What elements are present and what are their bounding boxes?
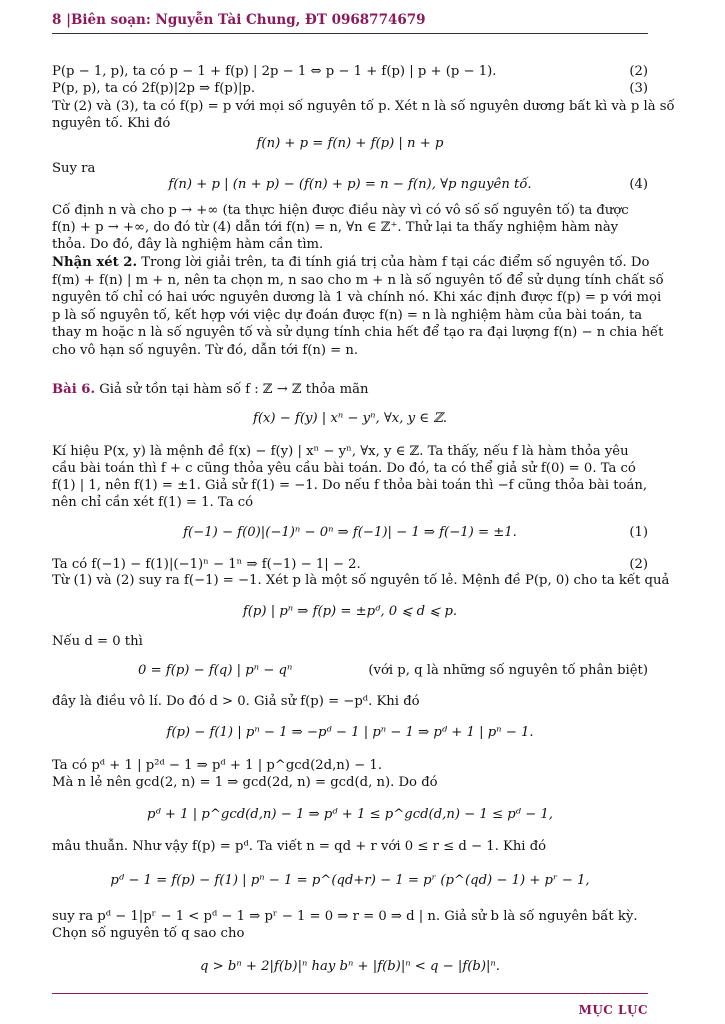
equation-tag: (2) <box>629 557 648 572</box>
text-line: Suy ra <box>52 161 96 176</box>
header-rule <box>52 33 648 34</box>
text-line: nên chỉ cần xét f(1) = 1. Ta có <box>52 495 254 510</box>
text-line: nguyên tố. Khi đó <box>52 116 171 131</box>
text-line: thay m hoặc n là số nguyên tố và sử dụng tính chia hết để tạo ra đại lượng f(n) − n chia hết <box>52 325 664 340</box>
text-line: P(p − 1, p), ta có p − 1 + f(p) | 2p − 1 ⇔ p − 1 + f(p) | p + (p − 1). <box>52 64 497 79</box>
equation-display: pᵈ − 1 = f(p) − f(1) | pⁿ − 1 = p^(qd+r) − 1 = pʳ (p^(qd) − 1) + pʳ − 1, <box>110 873 590 888</box>
text-line: P(p, p), ta có 2f(p)|2p ⇒ f(p)|p. <box>52 81 256 96</box>
text-line: Cố định n và cho p → +∞ (ta thực hiện được điều này vì có vô số số nguyên tố) ta được <box>52 203 629 218</box>
equation-display: f(n) + p = f(n) + f(p) | n + p <box>256 136 444 151</box>
equation-tag: (4) <box>629 177 648 192</box>
text-line: Mà n lẻ nên gcd(2, n) = 1 ⇒ gcd(2d, n) = gcd(d, n). Do đó <box>52 775 438 790</box>
equation-display: f(−1) − f(0)|(−1)ⁿ − 0ⁿ ⇒ f(−1)| − 1 ⇒ f(−1) = ±1. <box>183 525 517 540</box>
text-line: Nếu d = 0 thì <box>52 634 143 649</box>
text-line: nguyên tố chỉ có hai ước nguyên dương là 1 và chính nó. Khi xác định được f(p) = p với mọi <box>52 290 662 305</box>
text-line: suy ra pᵈ − 1|pʳ − 1 < pᵈ − 1 ⇒ pʳ − 1 = 0 ⇒ r = 0 ⇒ d | n. Giả sử b là số nguyên bất kỳ. <box>52 909 638 924</box>
remark-line <box>52 254 648 271</box>
equation-tag: (1) <box>629 525 648 540</box>
problem-line <box>52 381 648 398</box>
problem-label: Bài 6. <box>52 382 96 397</box>
equation-tag: (3) <box>629 81 648 96</box>
equation-display: pᵈ + 1 | p^gcd(d,n) − 1 ⇒ pᵈ + 1 ≤ p^gcd(d,n) − 1 ≤ pᵈ − 1, <box>147 807 553 822</box>
page-header: 8 |Biên soạn: Nguyễn Tài Chung, ĐT 0968774679 <box>52 12 426 28</box>
text-line: cầu bài toán thì f + c cũng thỏa yêu cầu bài toán. Do đó, ta có thể giả sử f(0) = 0. Ta có <box>52 461 636 476</box>
remark-label: Nhận xét 2. <box>52 255 138 270</box>
equation-display: 0 = f(p) − f(q) | pⁿ − qⁿ <box>138 663 293 678</box>
text-line: f(n) + p → +∞, do đó từ (4) dẫn tới f(n) = n, ∀n ∈ ℤ⁺. Thử lại ta thấy nghiệm hàm này <box>52 220 619 235</box>
text-line: thỏa. Do đó, đây là nghiệm hàm cần tìm. <box>52 237 324 252</box>
equation-display: f(p) − f(1) | pⁿ − 1 ⇒ −pᵈ − 1 | pⁿ − 1 ⇒ pᵈ + 1 | pⁿ − 1. <box>166 725 534 740</box>
remark-text: Trong lời giải trên, ta đi tính giá trị của hàm f tại các điểm số nguyên tố. Do <box>137 255 650 270</box>
equation-note: (với p, q là những số nguyên tố phân biệt) <box>368 663 648 678</box>
text-line: Từ (2) và (3), ta có f(p) = p với mọi số nguyên tố p. Xét n là số nguyên dương bất kì và p là số <box>52 99 675 114</box>
text-line: f(m) + f(n) | m + n, nên ta chọn m, n sao cho m + n là số nguyên tố để sử dụng tính chất số <box>52 273 664 288</box>
text-line: Ta có pᵈ + 1 | p²ᵈ − 1 ⇒ pᵈ + 1 | p^gcd(2d,n) − 1. <box>52 758 382 773</box>
text-line: Kí hiệu P(x, y) là mệnh đề f(x) − f(y) | xⁿ − yⁿ, ∀x, y ∈ ℤ. Ta thấy, nếu f là hàm thỏa yêu <box>52 444 629 459</box>
text-line: f(1) | 1, nên f(1) = ±1. Giả sử f(1) = −1. Do nếu f thỏa bài toán thì −f cũng thỏa bài toán, <box>52 478 648 493</box>
text-line: cho vô hạn số nguyên. Từ đó, dẫn tới f(n) = n. <box>52 343 359 358</box>
text-line: đây là điều vô lí. Do đó d > 0. Giả sử f(p) = −pᵈ. Khi đó <box>52 694 420 709</box>
equation-display: f(p) | pⁿ ⇒ f(p) = ±pᵈ, 0 ⩽ d ⩽ p. <box>242 604 458 619</box>
equation-tag: (2) <box>629 64 648 79</box>
table-of-contents-link[interactable]: MỤC LỤC <box>578 1003 648 1017</box>
equation-display: f(n) + p | (n + p) − (f(n) + p) = n − f(n), ∀p nguyên tố. <box>168 177 532 192</box>
text-line: p là số nguyên tố, kết hợp với việc dự đoán được f(n) = n là nghiệm hàm của bài toán, ta <box>52 308 643 323</box>
text-line: Từ (1) và (2) suy ra f(−1) = −1. Xét p là một số nguyên tố lẻ. Mệnh đề P(p, 0) cho ta kết quả <box>52 573 670 588</box>
equation-display: f(x) − f(y) | xⁿ − yⁿ, ∀x, y ∈ ℤ. <box>252 411 448 426</box>
text-line: Chọn số nguyên tố q sao cho <box>52 926 245 941</box>
text-line: Ta có f(−1) − f(1)|(−1)ⁿ − 1ⁿ ⇒ f(−1) − 1| − 2. <box>52 557 361 572</box>
equation-display: q > bⁿ + 2|f(b)|ⁿ hay bⁿ + |f(b)|ⁿ < q − |f(b)|ⁿ. <box>200 959 500 974</box>
text-line: mâu thuẫn. Như vậy f(p) = pᵈ. Ta viết n = qd + r với 0 ≤ r ≤ d − 1. Khi đó <box>52 839 547 854</box>
problem-text: Giả sử tồn tại hàm số f : ℤ → ℤ thỏa mãn <box>95 382 369 397</box>
footer-rule <box>52 993 648 994</box>
